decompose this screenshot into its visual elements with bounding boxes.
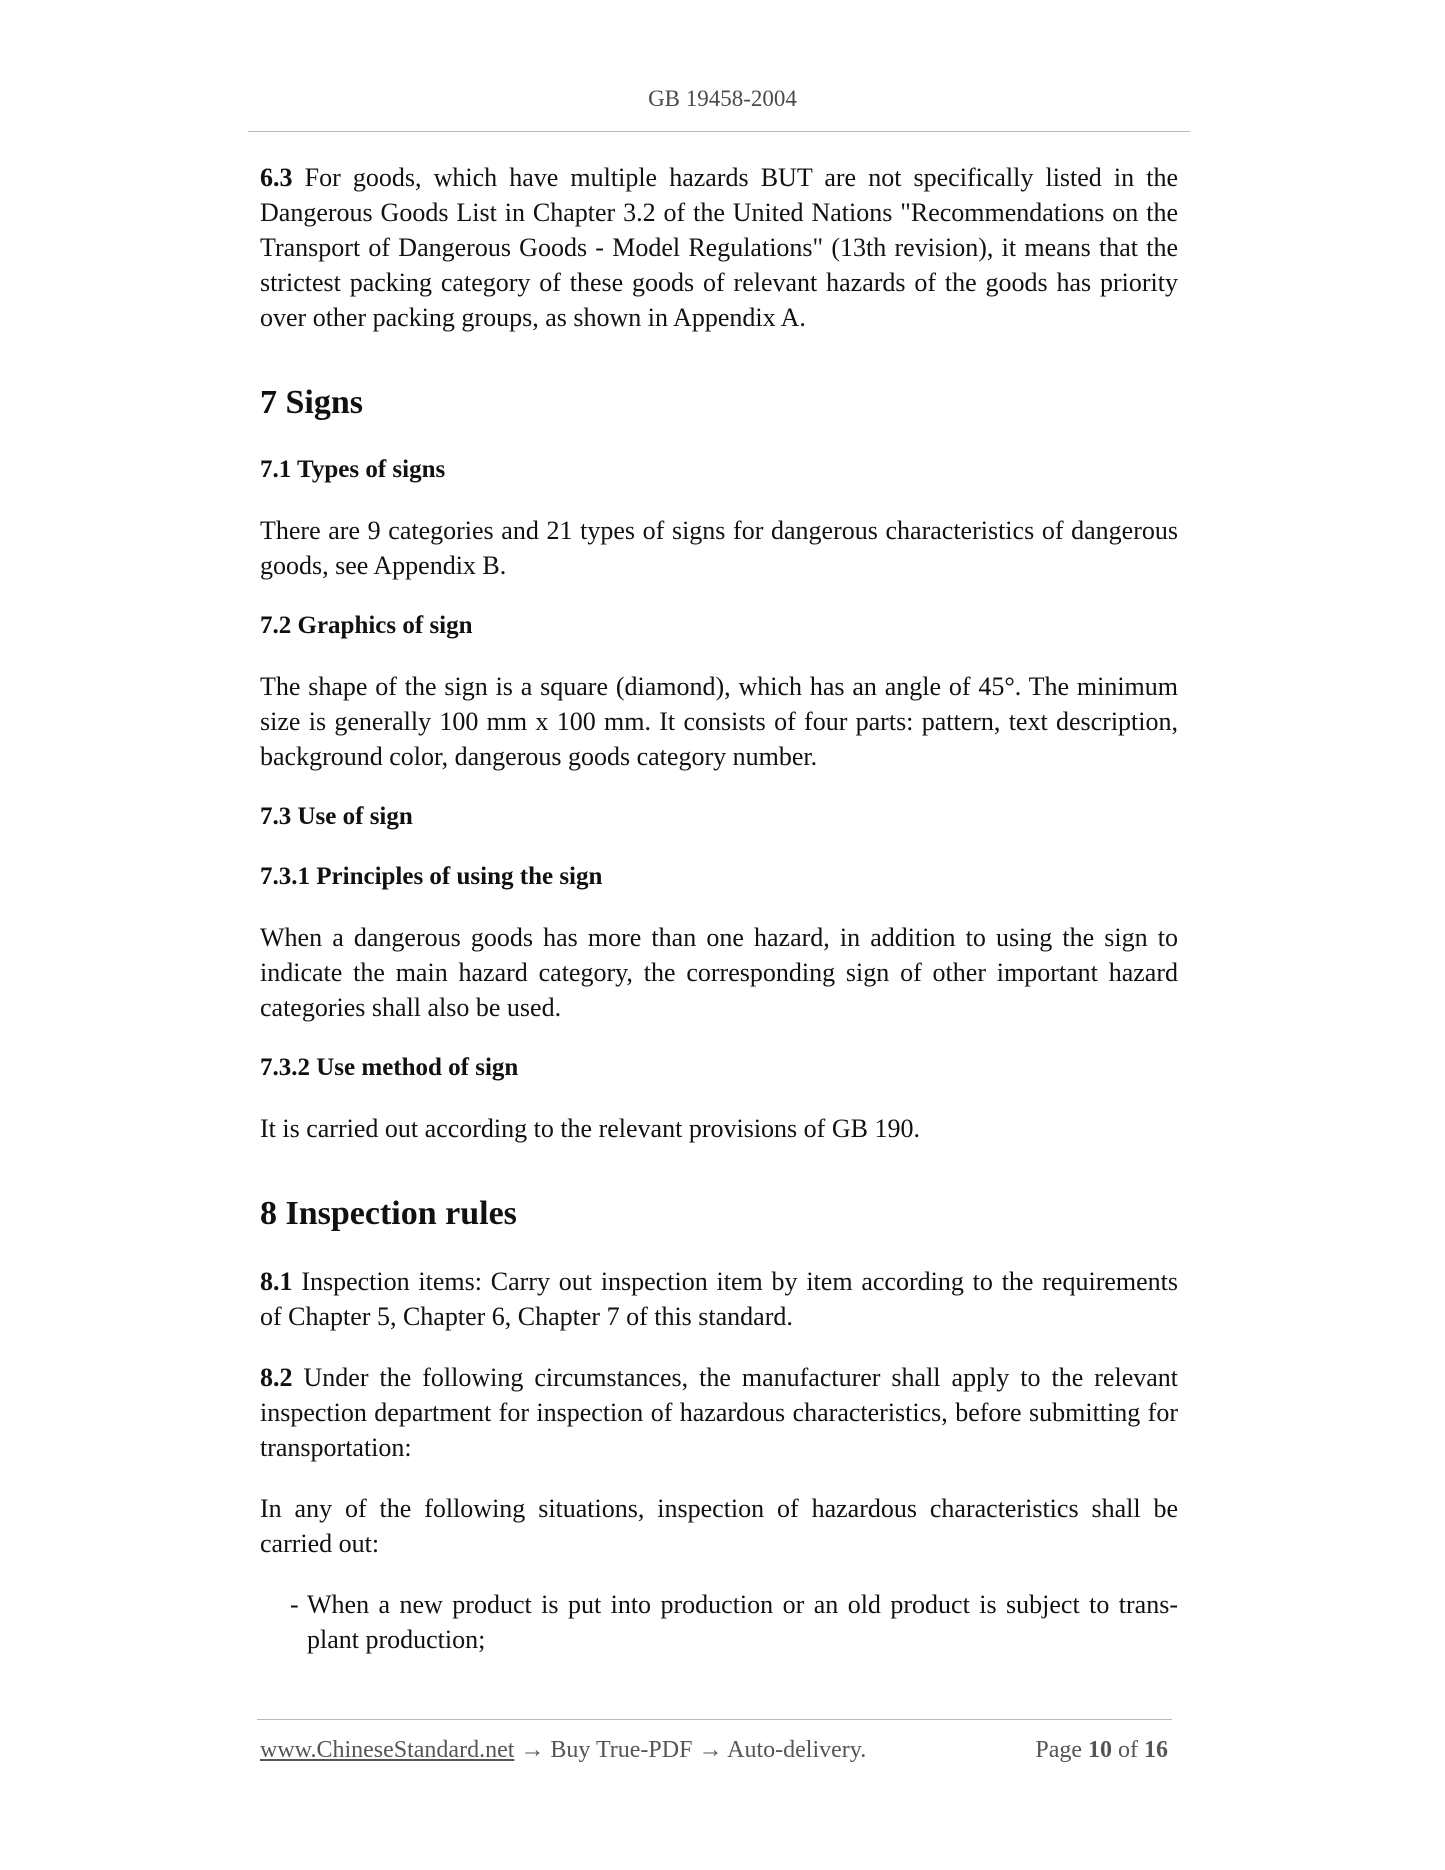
paragraph-text: For goods, which have multiple hazards BUT are not specifically listed in the Dangerous Goods List in Chapter 3.2 of the United Nations "Recommendations on the Transport of Dangerous Goods - Model Regulations" (13th revision), it means that the strictest packing category of these goods of relevant hazards of the goods has priority over other packing groups, as shown in Appendix A. [260,163,1179,332]
subsection-heading-7-3-2: 7.3.2 Use method of sign [260,1054,519,1081]
page-indicator [1035,1737,1168,1764]
clause-number: 8.2 [260,1363,293,1392]
subsection-heading-7-1: 7.1 Types of signs [260,456,446,483]
paragraph-text: Inspection items: Carry out inspection item by item according to the requirements of Chapter 5, Chapter 6, Chapter 7 of this standard. [260,1267,1178,1331]
subsection-heading-7-3-1: 7.3.1 Principles of using the sign [260,863,603,890]
paragraph-situations: In any of the following situations, inspection of hazardous characteristics shall be carried out: [260,1494,1178,1558]
document-body [260,160,1178,1657]
footer-links [260,1737,866,1764]
paragraph-6-3 [260,160,1178,335]
page-total: 16 [1144,1737,1168,1763]
paragraph-7-3-1: When a dangerous goods has more than one hazard, in addition to using the sign to indicate the main hazard category, the corresponding sign of other important hazard categories shall also be used. [260,923,1178,1022]
page-of: of [1118,1737,1138,1763]
page-current: 10 [1088,1737,1112,1763]
website-link[interactable]: www.ChineseStandard.net [260,1737,515,1763]
paragraph-7-2: The shape of the sign is a square (diamond), which has an angle of 45°. The minimum size is generally 100 mm x 100 mm. It consists of four parts: pattern, text description, background color, dangerous goods category number. [260,672,1178,771]
list-item [260,1587,1178,1657]
page-label: Page [1035,1737,1082,1763]
list-item-text: When a new product is put into production or an old product is subject to trans- plant production; [307,1590,1178,1654]
clause-number: 6.3 [260,163,293,192]
paragraph-7-3-2: It is carried out according to the relevant provisions of GB 190. [260,1114,920,1143]
arrow-right-icon: → [698,1737,723,1763]
section-heading-8: 8 Inspection rules [260,1195,517,1232]
paragraph-8-2 [260,1360,1178,1465]
list-bullet: - [290,1590,299,1619]
paragraph-7-1: There are 9 categories and 21 types of signs for dangerous characteristics of dangerous goods, see Appendix B. [260,516,1178,580]
section-heading-7: 7 Signs [260,384,363,421]
subsection-heading-7-2: 7.2 Graphics of sign [260,612,473,639]
footer-divider [257,1719,1172,1720]
subsection-heading-7-3: 7.3 Use of sign [260,803,413,830]
paragraph-text: Under the following circumstances, the manufacturer shall apply to the relevant inspection department for inspection of hazardous characteristics, before submitting for transportation: [260,1363,1178,1462]
buy-link[interactable]: Buy True-PDF [550,1737,693,1763]
arrow-right-icon: → [520,1737,545,1763]
paragraph-8-1 [260,1264,1178,1334]
page-header-title: GB 19458-2004 [648,86,797,111]
header-divider [248,131,1190,132]
delivery-text: Auto-delivery. [727,1737,867,1763]
clause-number: 8.1 [260,1267,293,1296]
